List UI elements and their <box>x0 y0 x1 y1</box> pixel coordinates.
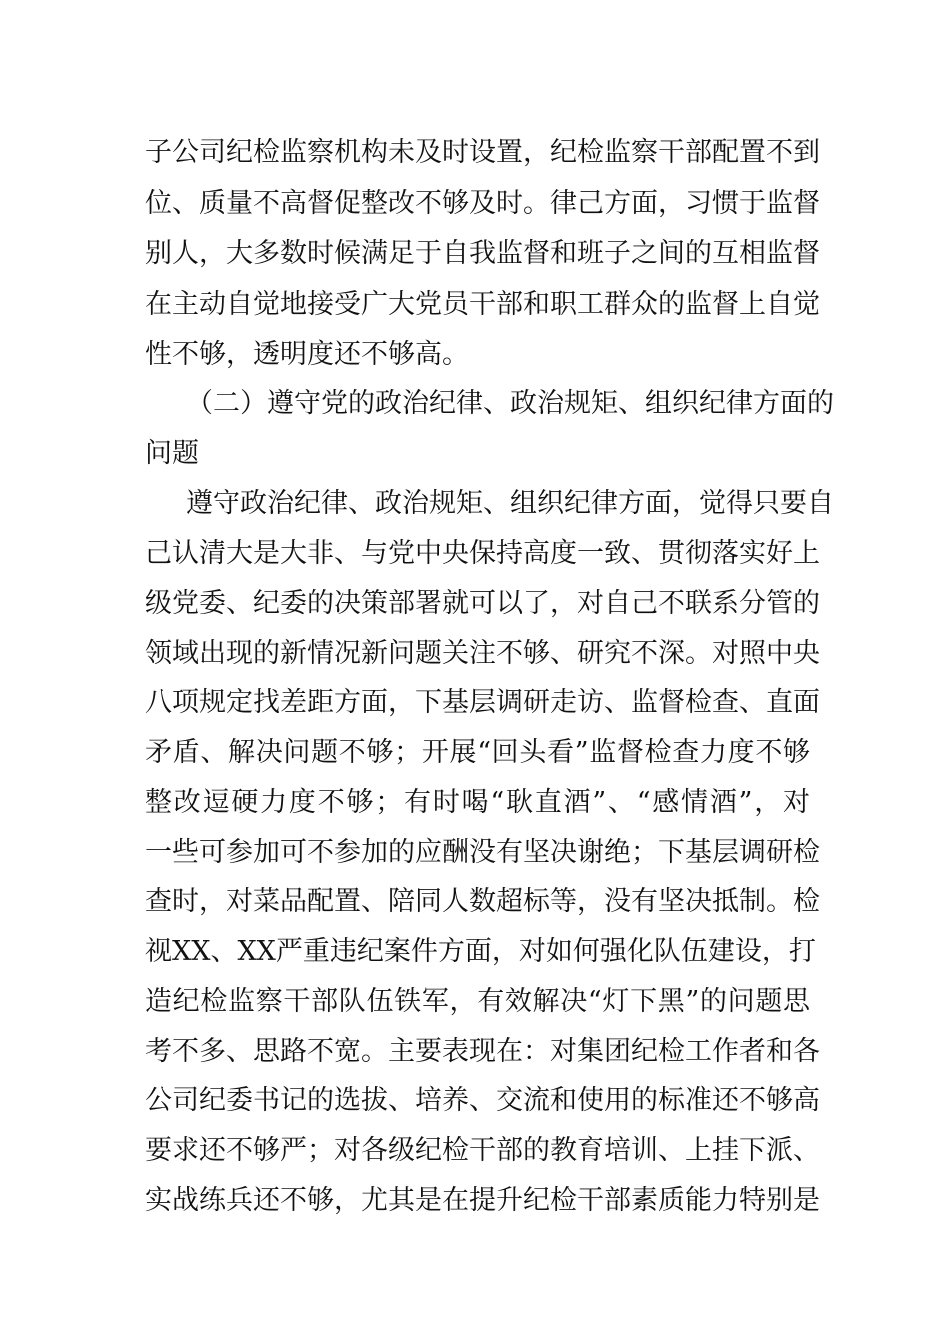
text-line: 在主动自觉地接受广大党员干部和职工群众的监督上自觉 <box>145 289 820 320</box>
section-heading-continued: 问题 <box>145 438 199 469</box>
text-line: 要求还不够严；对各级纪检干部的教育培训、上挂下派、 <box>145 1135 820 1166</box>
text-line: 性不够，透明度还不够高。 <box>145 339 469 370</box>
text-line: 位、质量不高督促整改不够及时。律己方面，习惯于监督 <box>145 188 820 219</box>
text-line: 一些可参加可不参加的应酬没有坚决谢绝；下基层调研检 <box>145 837 820 868</box>
text-line: 公司纪委书记的选拔、培养、交流和使用的标准还不够高 <box>145 1085 820 1116</box>
text-line: 矛盾、解决问题不够；开展“回头看”监督检查力度不够 <box>145 737 810 768</box>
text-line: 实战练兵还不够，尤其是在提升纪检干部素质能力特别是 <box>145 1185 820 1216</box>
text-line: 己认清大是大非、与党中央保持高度一致、贯彻落实好上 <box>145 538 820 569</box>
text-line: 领域出现的新情况新问题关注不够、研究不深。对照中央 <box>145 638 820 669</box>
text-line: 造纪检监察干部队伍铁军，有效解决“灯下黑”的问题思 <box>145 986 810 1017</box>
text-line: 整改逗硬力度不够；有时喝“耿直酒”、“感情酒”，对 <box>145 787 810 818</box>
text-line: 别人，大多数时候满足于自我监督和班子之间的互相监督 <box>145 238 820 269</box>
text-line: 遵守政治纪律、政治规矩、组织纪律方面，觉得只要自 <box>186 488 834 519</box>
text-line: 视XX、XX严重违纪案件方面，对如何强化队伍建设，打 <box>145 936 816 967</box>
section-heading: （二）遵守党的政治纪律、政治规矩、组织纪律方面的 <box>186 388 834 419</box>
text-line: 八项规定找差距方面，下基层调研走访、监督检查、直面 <box>145 687 820 718</box>
text-line: 级党委、纪委的决策部署就可以了，对自己不联系分管的 <box>145 588 820 619</box>
text-line: 考不多、思路不宽。主要表现在：对集团纪检工作者和各 <box>145 1036 820 1067</box>
text-line: 子公司纪检监察机构未及时设置，纪检监察干部配置不到 <box>145 137 820 168</box>
text-line: 查时，对菜品配置、陪同人数超标等，没有坚决抵制。检 <box>145 886 820 917</box>
